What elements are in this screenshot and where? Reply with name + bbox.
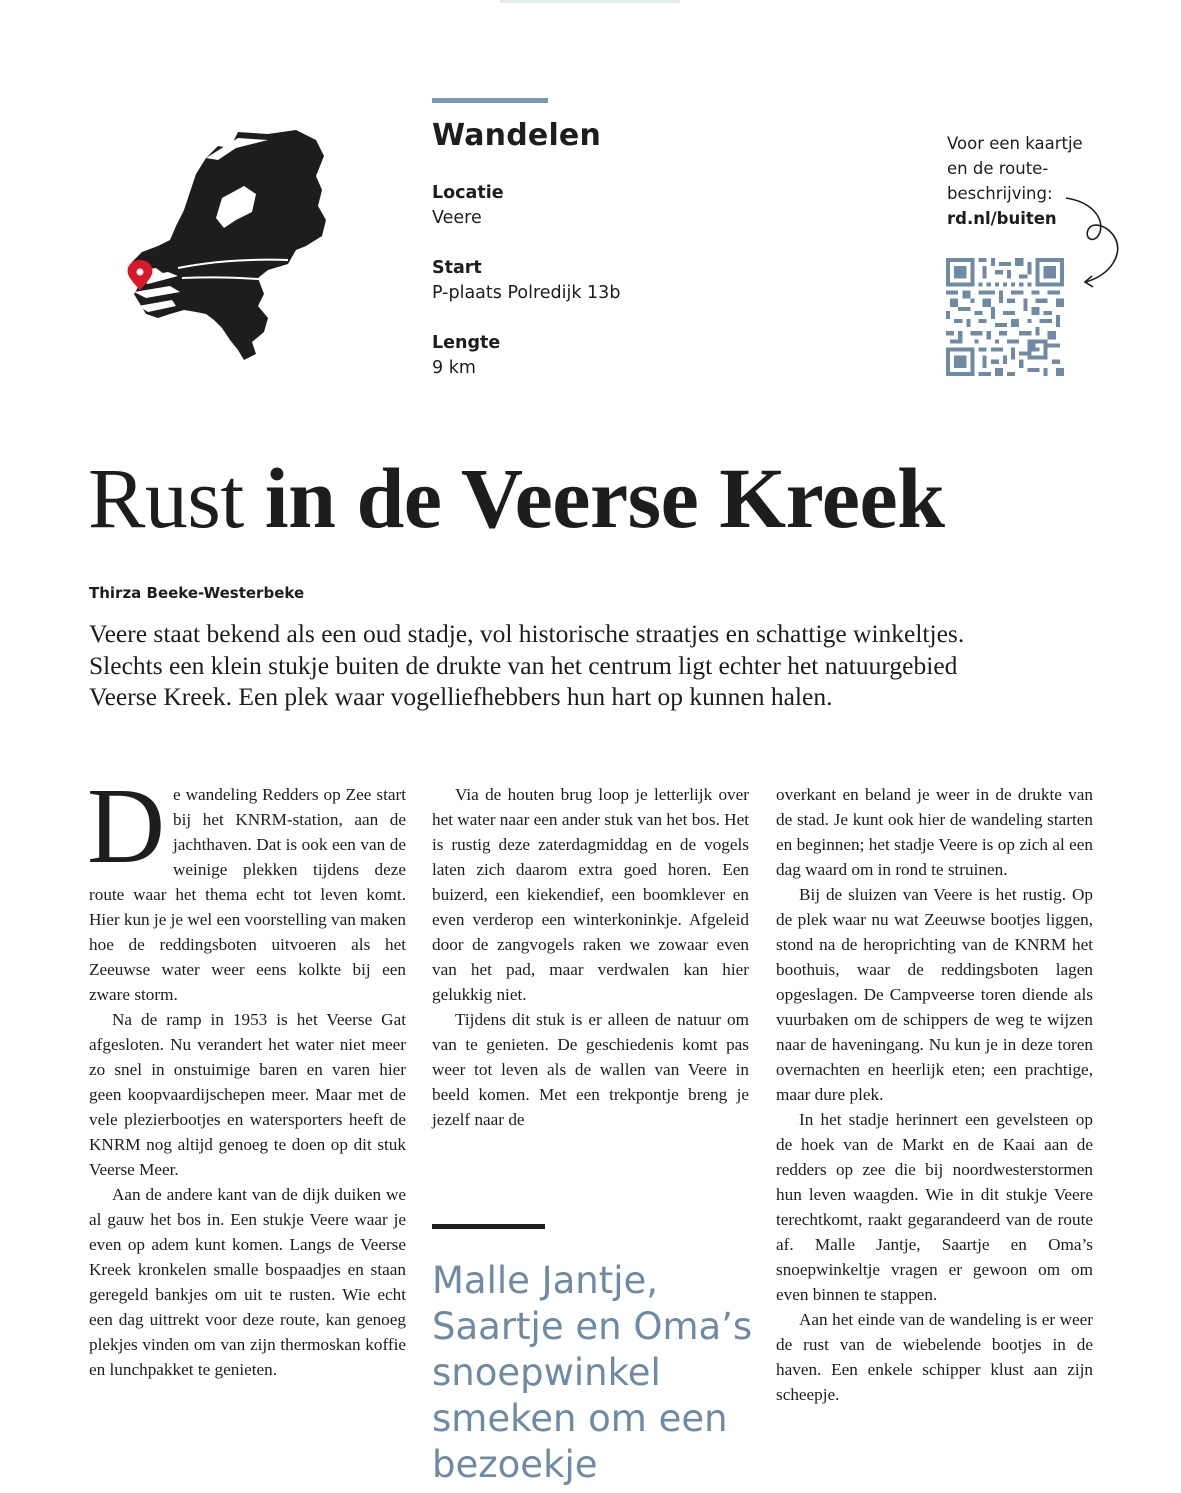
- netherlands-map-icon: [118, 128, 340, 360]
- headline-light: Rust: [88, 450, 265, 546]
- column-2-paragraph-1: Via de houten brug loop je letterlijk over het water naar een ander stuk van het bos. Het is rustig deze zaterdagmiddag en de vogels laten zich daarom extra goed horen. Een buizerd, een kiekendief, een boomklever en even verderop een winterkoninkje. Afgeleid door de zangvogels raken we zowaar even van het pad, maar verdwalen kan hier gelukkig niet.: [432, 785, 749, 1004]
- pullquote: Malle Jantje, Saartje en Oma’s snoepwinkel smeken om een bezoekje: [432, 1259, 753, 1486]
- curly-arrow-icon: [1062, 192, 1132, 292]
- author-byline: Thirza Beeke-Westerbeke: [89, 584, 305, 602]
- intro-text: Veere staat bekend als een oud stadje, vol historische straatjes en schattige winkeltjes. Slechts een klein stukje buiten de drukte van het centrum ligt echter het natuurgebied Veerse Kreek. Een plek waar vogelliefhebbers hun hart op kunnen halen.: [89, 619, 965, 711]
- column-3-paragraph-4: Aan het einde van de wandeling is er weer de rust van de wiebelende bootjes in de haven. Een enkele schipper klust aan zijn scheepje.: [776, 1310, 1093, 1404]
- column-3-paragraph-1: overkant en beland je weer in de drukte van de stad. Je kunt ook hier de wandeling starten en beginnen; het stadje Veere is op zich al een dag waard om in rond te struinen.: [776, 785, 1093, 879]
- qr-text-line-3: beschrijving:: [947, 184, 1053, 203]
- start-label: Start: [432, 258, 482, 278]
- start-value: P-plaats Polredijk 13b: [432, 283, 621, 303]
- column-1-paragraph-1: e wandeling Redders op Zee start bij het KNRM-station, aan de jachthaven. Dat is ook een van de weinige plekken tijdens deze route waar het thema echt tot leven komt. Hier kun je je wel een voorstelling van maken hoe de reddingsboten uitvoeren als het Zeeuwse water weer eens kolkte bij een zware storm.: [89, 785, 406, 1004]
- article-column-3: [776, 782, 1093, 1407]
- qr-text-line-2: en de route-: [947, 159, 1049, 178]
- column-3-paragraph-3: In het stadje herinnert een gevelsteen op de hoek van de Markt en de Kaai aan de redders op zee die bij noordwesterstormen hun leven waagden. Wie in dit stukje Veere terechtkomt, raakt gegarandeerd van de route af. Malle Jantje, Saartje en Oma’s snoepwinkeltje vragen er gewoon om om even binnen te stappen.: [776, 1110, 1093, 1304]
- info-location: [432, 181, 504, 231]
- netherlands-shape: [132, 130, 326, 360]
- article-headline: [88, 448, 944, 548]
- column-1-paragraph-2: Na de ramp in 1953 is het Veerse Gat afgesloten. Nu verandert het water niet meer zo snel in onstuimige baren en varen hier geen koopvaardijschepen meer. Maar met de vele plezierbootjes en watersporters heeft de KNRM nog altijd genoeg te doen op dit stuk Veerse Meer.: [89, 1010, 406, 1179]
- info-start: [432, 256, 620, 306]
- length-label: Lengte: [432, 333, 501, 353]
- drop-cap: D: [87, 767, 165, 886]
- qr-text-line-1: Voor een kaartje: [947, 134, 1083, 153]
- column-1-paragraph-3: Aan de andere kant van de dijk duiken we al gauw het bos in. Een stukje Veere waar je even op adem kunt komen. Langs de Veerse Kreek kronkelen smalle bospaadjes en staan geregeld bankjes om uit te rusten. Wie echt een dag uittrekt voor deze route, kan genoeg plekjes vinden om van zijn thermoskan koffie en lunchpakket te genieten.: [89, 1185, 406, 1379]
- info-title: Wandelen: [432, 118, 602, 153]
- article-column-1: [87, 767, 406, 1382]
- article-column-2: [432, 782, 749, 1132]
- info-length: [432, 331, 500, 381]
- top-accent-bar: [500, 0, 680, 3]
- location-label: Locatie: [432, 183, 504, 203]
- qr-code-icon[interactable]: [946, 258, 1064, 376]
- location-value: Veere: [432, 208, 482, 228]
- column-2-paragraph-2: Tijdens dit stuk is er alleen de natuur om van te genieten. De geschiedenis komt pas weer tot leven als de wallen van Veere in beeld komen. Met een trekpontje breng je jezelf naar de: [432, 1010, 749, 1129]
- info-accent-rule: [432, 98, 548, 103]
- headline-bold: in de Veerse Kreek: [264, 450, 945, 546]
- qr-link[interactable]: rd.nl/buiten: [947, 209, 1057, 228]
- length-value: 9 km: [432, 358, 476, 378]
- article-intro: [89, 618, 969, 713]
- column-3-paragraph-2: Bij de sluizen van Veere is het rustig. Op de plek waar nu wat Zeeuwse bootjes liggen, stond na de heroprichting van de KNRM het boothuis, waar de reddingsboten lagen opgeslagen. De Campveerse toren diende als vuurbaken om de schippers de weg te wijzen naar de haveningang. Nu kun je in deze toren overnachten en heerlijk eten; een prachtige, maar dure plek.: [776, 885, 1093, 1104]
- pullquote-rule: [432, 1224, 545, 1229]
